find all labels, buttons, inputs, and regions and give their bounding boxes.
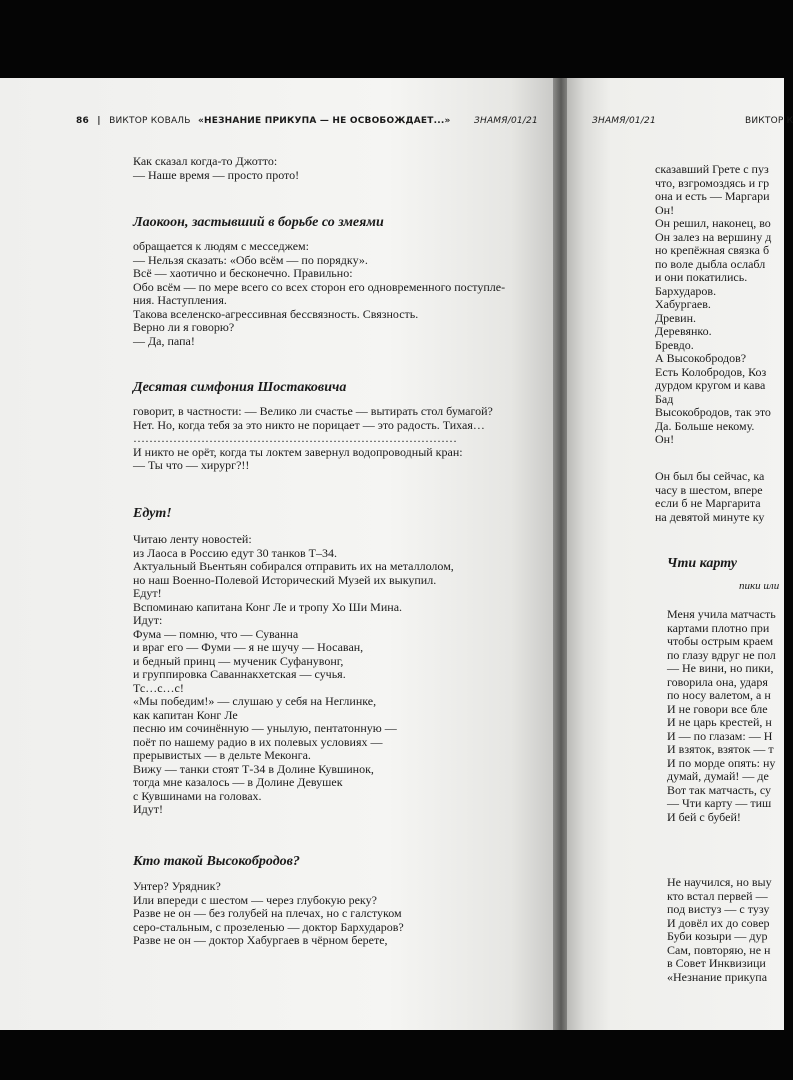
text-line: Древин. — [655, 310, 697, 325]
section-body — [133, 533, 454, 817]
text-line: «Незнание прикупа — [667, 969, 768, 984]
dots-line: ……………………………………………………………………… — [133, 431, 457, 445]
text-line: по воле дыбла ослабл — [655, 256, 766, 271]
text-line: Да. Больше некому. — [655, 418, 755, 433]
text-line: Разве не он — без голубей на плечах, но с галстуком — [133, 906, 402, 920]
text-line: как капитан Конг Ле — [133, 707, 238, 722]
intro-text — [133, 155, 299, 182]
text-line: серо-стальным, с прозеленью — доктор Бархударов? — [133, 919, 404, 934]
text-line: и они покатились. — [655, 270, 748, 284]
section-heading: Лаокоон, застывший в борьбе со змеями — [133, 215, 384, 230]
text-line: — Ты что — хирург?!! — [133, 458, 250, 472]
text-block — [667, 608, 776, 824]
text-line: И бей с бубей! — [667, 809, 741, 824]
text-line: Верно ли я говорю? — [133, 320, 235, 334]
text-line: — Нельзя сказать: «Обо всём — по порядку». — [133, 252, 368, 267]
text-line: Идут: — [133, 613, 163, 627]
text-line: Он! — [655, 202, 675, 217]
text-line: Разве не он — доктор Хабургаев в чёрном берете, — [133, 933, 388, 947]
text-line: Вот так матчасть, су — [667, 782, 771, 797]
page-header — [76, 116, 450, 126]
text-line: Вижу — танки стоят Т-34 в Долине Кувшинок, — [133, 761, 374, 776]
header-author: ВИКТОР К — [745, 116, 793, 126]
text-line: она и есть — Маргари — [655, 189, 770, 203]
text-line: А Высокобродов? — [655, 351, 747, 365]
text-line: на девятой минуте ку — [655, 509, 765, 524]
text-line: часу в шестом, впере — [655, 482, 763, 497]
text-line: в Совет Инквизици — [667, 956, 766, 970]
text-line: И не царь крестей, н — [667, 715, 772, 729]
header-journal: ЗНАМЯ/01/21 — [592, 116, 656, 126]
text-line: Как сказал когда-то Джотто: — [133, 154, 278, 168]
text-line: Бархударов. — [655, 283, 717, 298]
text-line: если б не Маргарита — [655, 496, 761, 510]
text-line: Есть Колобродов, Коз — [655, 364, 767, 379]
text-line: Он залез на вершину д — [655, 229, 772, 244]
text-block — [655, 163, 771, 447]
text-line: — Не вини, но пики, — [667, 661, 774, 675]
text-line: из Лаоса в Россию едут 30 танков Т–34. — [133, 545, 337, 560]
text-line: Такова вселенско-агрессивная бессвязность. Связность. — [133, 306, 419, 321]
text-line: Или впереди с шестом — через глубокую реку? — [133, 892, 377, 907]
text-line: обращается к людям с месседжем: — [133, 239, 309, 253]
section-heading: Кто такой Высокобродов? — [133, 854, 300, 869]
text-line: Буби козыри — дур — [667, 929, 768, 943]
text-line: сказавший Грете с пуз — [655, 162, 769, 176]
text-line: но крепёжная связка б — [655, 243, 770, 257]
text-line: Меня учила матчасть — [667, 607, 776, 621]
page-number: 86 — [76, 116, 89, 126]
section-body — [133, 405, 493, 473]
text-line: Он! — [655, 432, 675, 446]
text-line: чтобы острым краем — [667, 634, 774, 648]
section-heading: Едут! — [133, 506, 172, 521]
header-journal: ЗНАМЯ/01/21 — [474, 116, 538, 126]
section-heading: Десятая симфония Шостаковича — [133, 380, 347, 395]
text-line: но наш Военно-Полевой Исторический Музей их выкупил. — [133, 572, 437, 587]
text-line: говорит, в частности: — Велико ли счастье — вытирать стол бумагой? — [133, 404, 493, 418]
text-line: Едут! — [133, 586, 162, 600]
text-line: тогда мне казалось — в Долине Девушек — [133, 775, 343, 789]
header-title: «НЕЗНАНИЕ ПРИКУПА — НЕ ОСВОБОЖДАЕТ...» — [197, 116, 451, 126]
text-line: ния. Наступления. — [133, 293, 227, 307]
text-line: картами плотно при — [667, 620, 770, 635]
text-line: по глазу вдруг не пол — [667, 647, 776, 662]
text-line: Он решил, наконец, во — [655, 216, 771, 230]
text-line: дурдом кругом и кава — [655, 378, 766, 392]
text-line: — Чти карту — тиш — [667, 796, 772, 810]
text-line: с Кувшинами на головах. — [133, 788, 262, 803]
text-line: Всё — хаотично и бесконечно. Правильно: — [133, 266, 353, 280]
text-line: Высокобродов, так это — [655, 405, 771, 419]
text-line: Сам, повторяю, не н — [667, 942, 771, 957]
section-subheading: пики или — [739, 580, 780, 592]
header-author: ВИКТОР КОВАЛЬ — [109, 116, 191, 126]
text-line: Унтер? Урядник? — [133, 879, 221, 893]
text-line: Нет. Но, когда тебя за это никто не порицает — это радость. Тихая… — [133, 417, 485, 432]
text-line: Актуальный Вьентьян собирался отправить их на металлолом, — [133, 559, 454, 573]
section-heading: Чти карту — [667, 556, 737, 571]
text-line: Фума — помню, что — Суванна — [133, 626, 299, 641]
text-line: — Да, папа! — [133, 333, 195, 348]
text-line: кто встал первей — — [667, 888, 768, 903]
text-line: и враг его — Фуми — я не шучу — Носаван, — [133, 640, 364, 654]
text-line: И довёл их до совер — [667, 915, 770, 930]
text-line: Вспоминаю капитана Конг Ле и тропу Хо Ши Мина. — [133, 599, 403, 614]
text-line: Деревянко. — [655, 324, 712, 338]
text-line: и бедный принц — мученик Суфанувонг, — [133, 653, 344, 668]
text-block — [655, 470, 764, 524]
text-line: Бревдо. — [655, 337, 694, 352]
text-line: под вистуз — с тузу — [667, 902, 770, 916]
text-line: по носу валетом, а н — [667, 688, 771, 702]
text-line: песню им сочинённую — унылую, пентатонную — — [133, 721, 397, 735]
header-separator: | — [97, 116, 101, 126]
text-line: Хабургаев. — [655, 297, 711, 311]
left-page — [0, 78, 555, 1030]
text-line: «Мы победим!» — слушаю у себя на Неглинке, — [133, 694, 377, 708]
text-line: И не говори все бле — [667, 701, 768, 716]
right-page — [567, 78, 793, 1030]
text-line: Не научился, но выу — [667, 875, 772, 889]
text-line: Идут! — [133, 802, 164, 816]
text-line: прерывистых — в дельте Меконга. — [133, 748, 311, 762]
text-line: думай, думай! — де — [667, 769, 769, 783]
text-line: Бад — [655, 391, 674, 406]
text-line: что, взгромоздясь и гр — [655, 175, 770, 190]
text-line: говорила она, ударя — [667, 674, 768, 689]
text-line: И взяток, взяток — т — [667, 742, 774, 756]
section-body — [133, 880, 404, 948]
text-line: И по морде опять: ну — [667, 755, 776, 770]
section-body — [133, 240, 505, 348]
text-line: Тс…с…с! — [133, 680, 184, 695]
text-line: И никто не орёт, когда ты локтем завернул водопроводный кран: — [133, 444, 463, 459]
text-line: и группировка Саваннакхетская — сучья. — [133, 667, 346, 681]
text-block — [667, 876, 772, 984]
text-line: — Наше время — просто прото! — [133, 167, 300, 182]
text-line: Читаю ленту новостей: — [133, 532, 252, 546]
text-line: поёт по нашему радио в их полевых условиях — — [133, 734, 383, 749]
text-line: Обо всём — по мере всего со всех сторон его одновременного поступле- — [133, 279, 506, 294]
text-line: Он был бы сейчас, ка — [655, 469, 765, 483]
text-line: И — по глазам: — Н — [667, 728, 773, 743]
